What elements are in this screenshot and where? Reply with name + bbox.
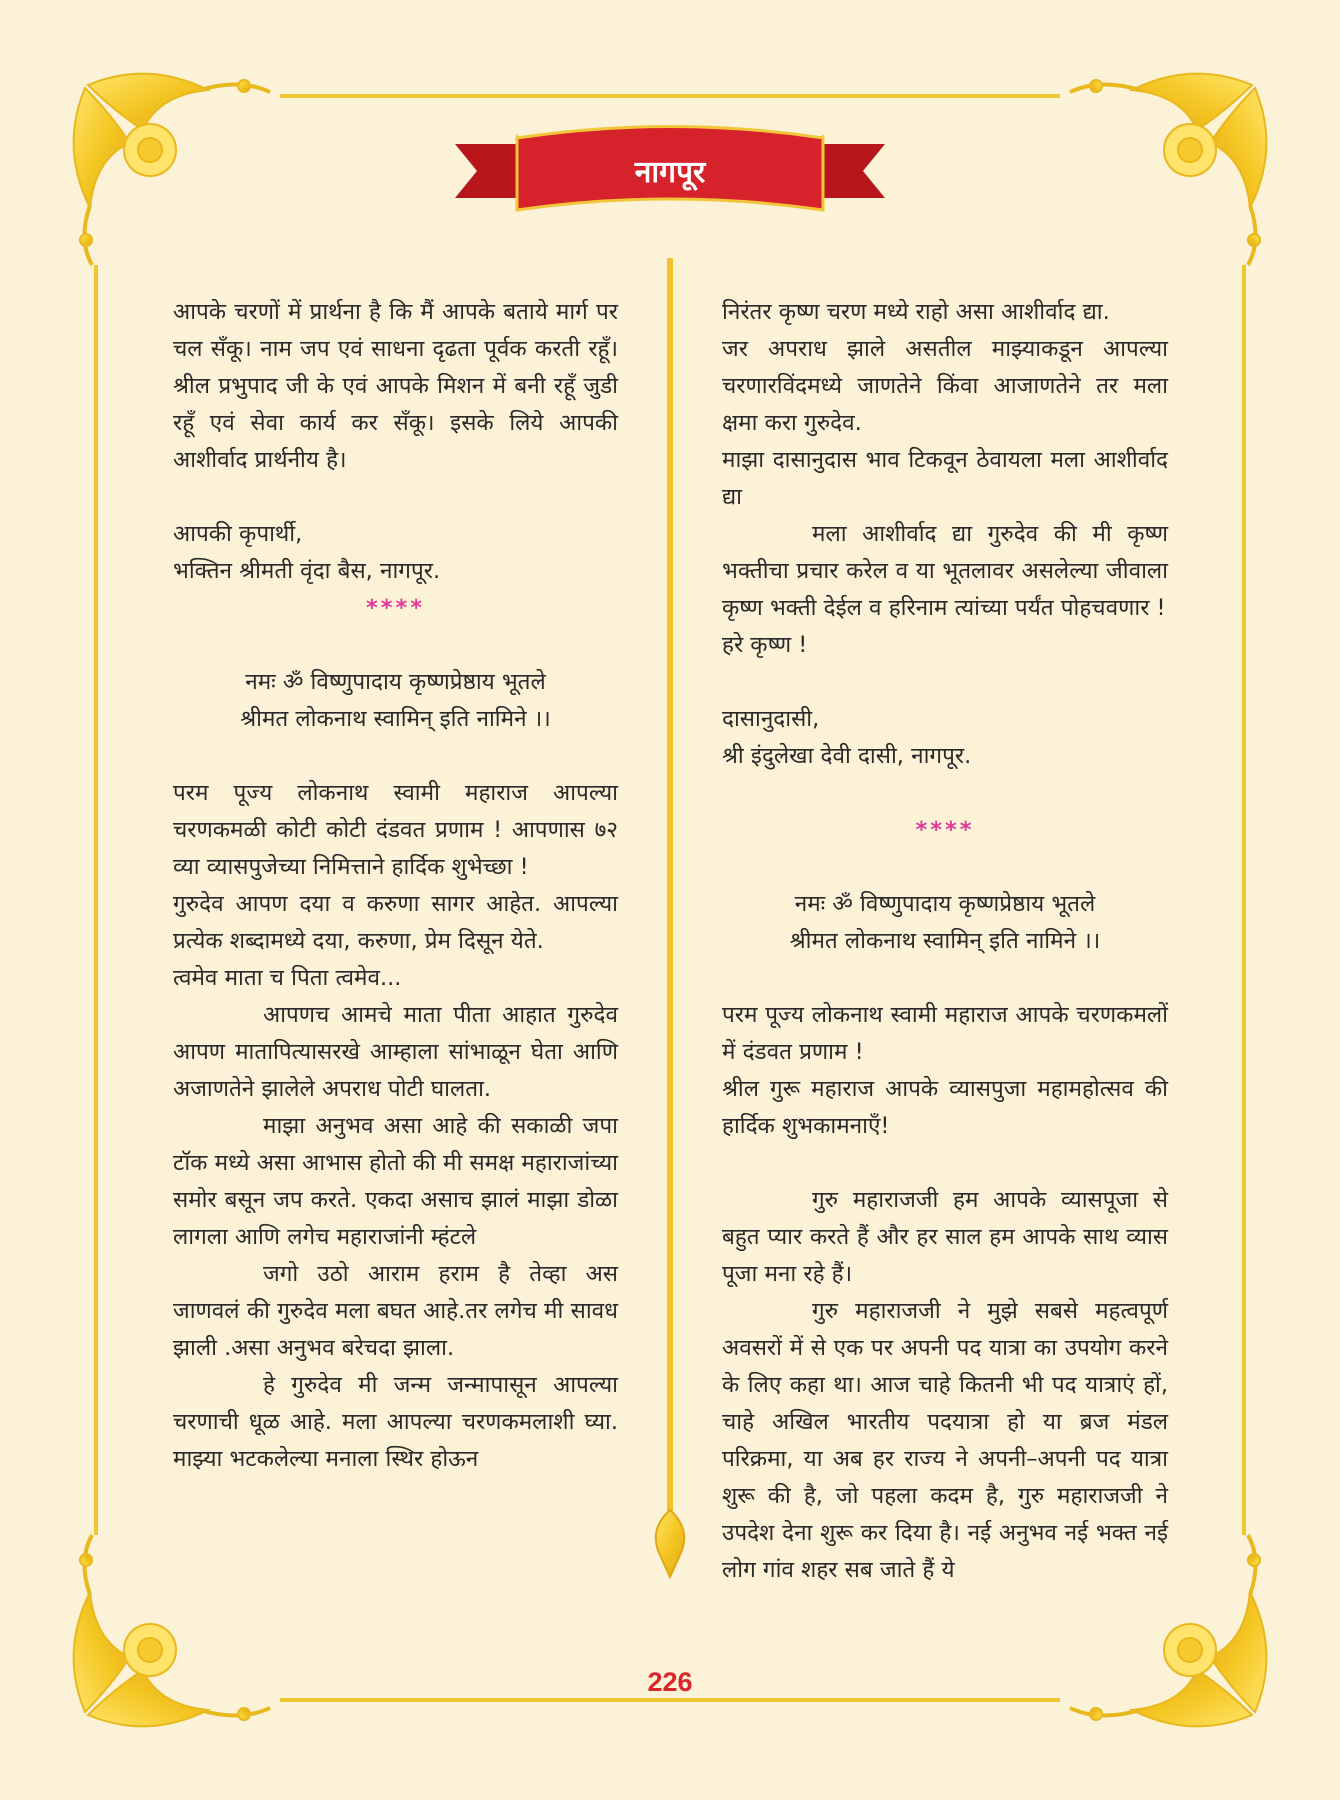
signature-name: श्री इंदुलेखा देवी दासी, नागपूर. [722,743,972,769]
spacer [722,1145,1168,1182]
paragraph: परम पूज्य लोकनाथ स्वामी महाराज आपके चरणकमलों में दंडवत प्रणाम ! [722,1002,1168,1065]
paragraph: जगो उठो आराम हराम है तेव्हा अस जाणवलं की गुरुदेव मला बघत आहे.तर लगेच मी सावध झाली .असा अनुभव बरेचदा झाला. [173,1261,618,1361]
paragraph: त्वमेव माता च पिता त्वमेव... [173,965,402,991]
paragraph: माझा अनुभव असा आहे की सकाळी जपा टॉक मध्ये असा आभास होतो की मी समक्ष महाराजांच्या समोर बसून जप करते. एकदा असाच झालं माझा डोळा लागला आणि लगेच महाराजांनी म्हंटले [173,1113,618,1250]
paragraph: श्रील गुरू महाराज आपके व्यासपुजा महामहोत्सव की हार्दिक शुभकामनाएँ! [722,1076,1168,1139]
spacer [173,479,618,516]
signature-line: दासानुदासी, [722,706,820,732]
spacer [173,738,618,775]
paragraph: परम पूज्य लोकनाथ स्वामी महाराज आपल्या चरणकमळी कोटी कोटी दंडवत प्रणाम ! आपणास ७२ व्या व्यासपुजेच्या निमित्ताने हार्दिक शुभेच्छा ! [173,780,618,880]
signature-line: आपकी कृपार्थी, [173,521,303,547]
right-column [722,294,1168,1589]
paragraph: हे गुरुदेव मी जन्म जन्मापासून आपल्या चरणाची धूळ आहे. मला आपल्या चरणकमलाशी घ्या. माझ्या भटकलेल्या मनाला स्थिर होऊन [173,1372,618,1472]
separator-stars: **** [365,595,426,621]
corner-ornament-top-right [1070,74,1266,265]
spacer [722,775,1168,812]
paragraph: आपके चरणों में प्रार्थना है कि मैं आपके बताये मार्ग पर चल सँकू। नाम जप एवं साधना दृढता पूर्वक करती रहूँ। श्रील प्रभुपाद जी के एवं आपके मिशन में बनी रहूँ जुडी रहूँ एवं सेवा कार्य कर सँकू। इसके लिये आपकी आशीर्वाद प्रार्थनीय है। [173,299,618,473]
paragraph: निरंतर कृष्ण चरण मध्ये राहो असा आशीर्वाद द्या. [722,299,1110,325]
corner-ornament-top-left [74,74,270,265]
paragraph: आपणच आमचे माता पीता आहात गुरुदेव आपण मातापित्यासरखे आम्हाला सांभाळून घेता आणि अजाणतेने झालेले अपराध पोटी घालता. [173,1002,618,1102]
signature-name: भक्तिन श्रीमती वृंदा बैस, नागपूर. [173,558,441,584]
left-column [173,294,618,1478]
paragraph: गुरु महाराजजी हम आपके व्यासपूजा से बहुत प्यार करते हैं और हर साल हम आपके साथ व्यास पूजा मना रहे हैं। [722,1187,1168,1287]
spacer [173,627,618,664]
page-title: नागपूर [634,155,706,190]
mantra-line: श्रीमत लोकनाथ स्वामिन् इति नामिने ।। [240,706,551,732]
mantra-line: नमः ॐ विष्णुपादाय कृष्णप्रेष्ठाय भूतले [245,669,546,695]
spacer [722,664,1168,701]
page-number: 226 [647,1667,693,1697]
paragraph: मला आशीर्वाद द्या गुरुदेव की मी कृष्ण भक्तीचा प्रचार करेल व या भूतलावर असलेल्या जीवाला कृष्ण भक्ती देईल व हरिनाम त्यांच्या पर्यंत पोहचवणार ! [722,521,1168,621]
separator-stars: **** [915,817,975,843]
title-banner [455,120,885,225]
paragraph: माझा दासानुदास भाव टिकवून ठेवायला मला आशीर्वाद द्या [722,447,1168,510]
column-divider [656,258,684,1577]
paragraph: जर अपराध झाले असतील माझ्याकडून आपल्या चरणारविंदमध्ये जाणतेने किंवा आजाणतेने तर मला क्षमा करा गुरुदेव. [722,336,1168,436]
paragraph: गुरुदेव आपण दया व करुणा सागर आहेत. आपल्या प्रत्येक शब्दामध्ये दया, करुणा, प्रेम दिसून येते. [173,891,618,954]
spacer [722,849,1168,886]
mantra-line: श्रीमत लोकनाथ स्वामिन् इति नामिने ।। [789,928,1101,954]
paragraph: हरे कृष्ण ! [722,632,808,658]
mantra-line: नमः ॐ विष्णुपादाय कृष्णप्रेष्ठाय भूतले [794,891,1096,917]
spacer [722,960,1168,997]
paragraph: गुरु महाराजजी ने मुझे सबसे महत्वपूर्ण अवसरों में से एक पर अपनी पद यात्रा का उपयोग करने के लिए कहा था। आज चाहे कितनी भी पद यात्राएं हों, चाहे अखिल भारतीय पदयात्रा हो या ब्रज मंडल परिक्रमा, या अब हर राज्य ने अपनी–अपनी पद यात्रा शुरू की है, जो पहला कदम है, गुरु महाराजजी ने उपदेश देना शुरू कर दिया है। नई अनुभव नई भक्त नई लोग गांव शहर सब जाते हैं ये [722,1298,1168,1583]
